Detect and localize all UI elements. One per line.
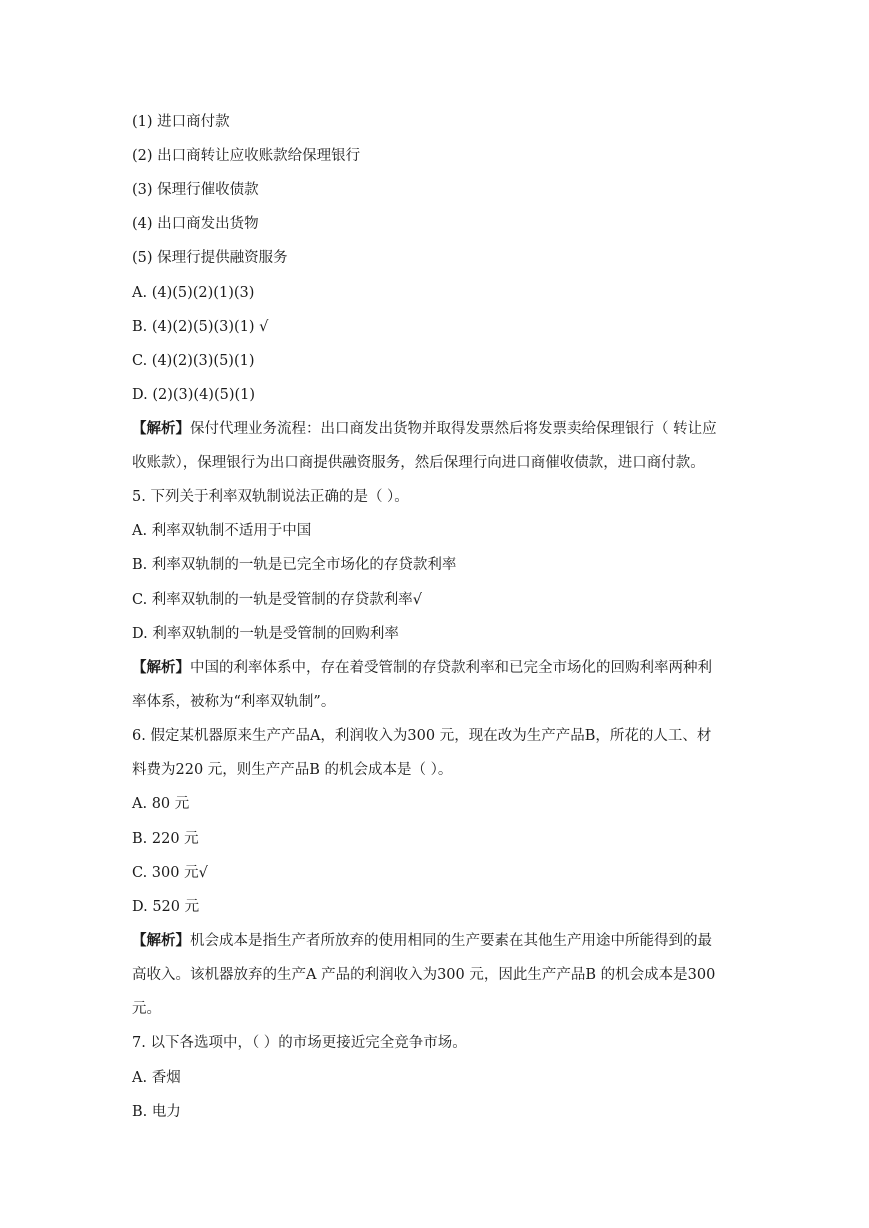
question-text: 6. 假定某机器原来生产产品A，利润收入为300 元，现在改为生产产品B，所花的人工、材	[132, 728, 712, 744]
q7-question: 7. 以下各选项中，（ ）的市场更接近完全竞争市场。	[132, 1035, 467, 1051]
analysis-text: 机会成本是指生产者所放弃的使用相同的生产要素在其他生产用途中所能得到的最	[190, 933, 712, 949]
q5-analysis	[132, 658, 742, 726]
q7-option-b: B. 电力	[132, 1104, 181, 1120]
q6-option-b: B. 220 元	[132, 831, 199, 847]
q5-option-a: A. 利率双轨制不适用于中国	[132, 523, 312, 539]
q6-option-c: C. 300 元√	[132, 865, 208, 881]
q4-option-b: B. (4)(2)(5)(3)(1) √	[132, 319, 269, 335]
q4-step-1: (1) 进口商付款	[132, 114, 230, 130]
analysis-tag: 【解析】	[132, 659, 190, 676]
q4-step-2: (2) 出口商转让应收账款给保理银行	[132, 148, 361, 164]
question-text: 料费为220 元，则生产产品B 的机会成本是（ ）。	[132, 762, 453, 778]
analysis-text: 率体系，被称为“利率双轨制”。	[132, 694, 336, 710]
q5-option-c: C. 利率双轨制的一轨是受管制的存贷款利率√	[132, 592, 423, 608]
q4-option-c: C. (4)(2)(3)(5)(1)	[132, 353, 255, 369]
q6-option-d: D. 520 元	[132, 899, 200, 915]
analysis-text: 中国的利率体系中，存在着受管制的存贷款利率和已完全市场化的回购利率两种利	[190, 660, 712, 676]
q4-option-a: A. (4)(5)(2)(1)(3)	[132, 285, 255, 301]
analysis-text: 高收入。该机器放弃的生产A 产品的利润收入为300 元，因此生产产品B 的机会成本是300	[132, 967, 716, 983]
q5-option-d: D. 利率双轨制的一轨是受管制的回购利率	[132, 626, 399, 642]
q6-question	[132, 726, 742, 794]
analysis-text: 保付代理业务流程：出口商发出货物并取得发票然后将发票卖给保理银行（ 转让应	[190, 421, 717, 437]
analysis-tag: 【解析】	[132, 932, 190, 949]
analysis-text: 元。	[132, 1001, 161, 1017]
analysis-text: 收账款），保理银行为出口商提供融资服务，然后保理行向进口商催收债款，进口商付款。	[132, 455, 705, 471]
q4-step-3: (3) 保理行催收债款	[132, 182, 259, 198]
q5-option-b: B. 利率双轨制的一轨是已完全市场化的存贷款利率	[132, 557, 457, 573]
q7-option-a: A. 香烟	[132, 1070, 181, 1086]
q4-analysis	[132, 419, 742, 487]
q4-step-5: (5) 保理行提供融资服务	[132, 250, 288, 266]
q6-option-a: A. 80 元	[132, 796, 190, 812]
q4-option-d: D. (2)(3)(4)(5)(1)	[132, 387, 256, 403]
q4-step-4: (4) 出口商发出货物	[132, 216, 259, 232]
analysis-tag: 【解析】	[132, 420, 190, 437]
q5-question: 5. 下列关于利率双轨制说法正确的是（ ）。	[132, 489, 409, 505]
q6-analysis	[132, 931, 742, 1033]
